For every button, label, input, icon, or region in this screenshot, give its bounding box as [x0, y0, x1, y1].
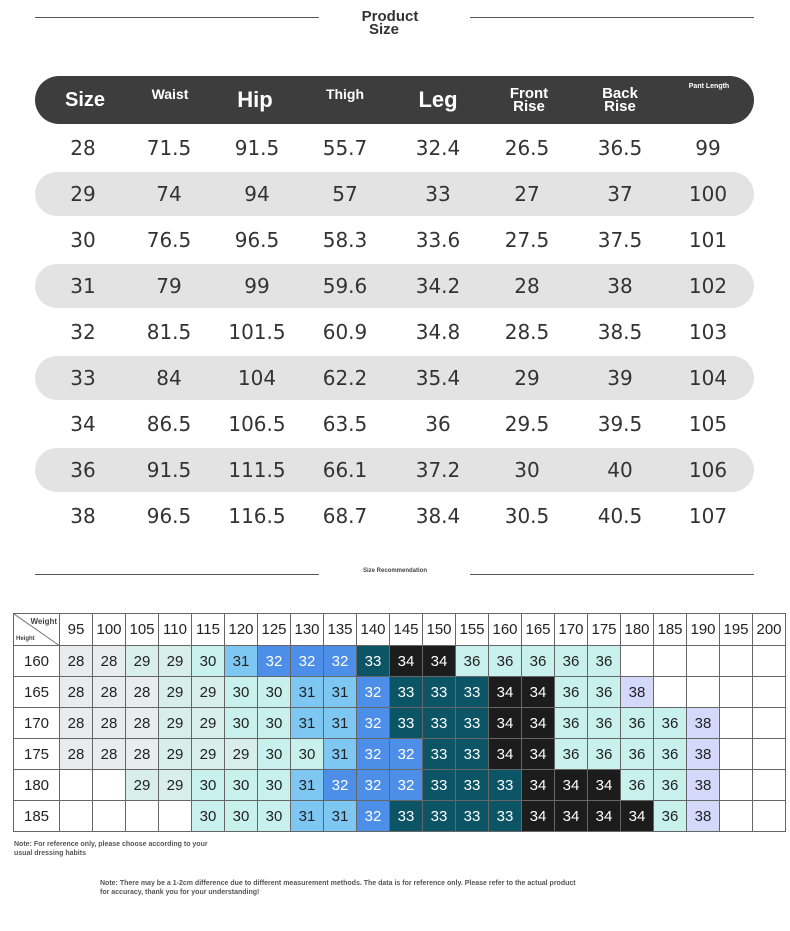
cell-pant-length: 104: [688, 366, 728, 390]
size-cell: 29: [192, 677, 225, 708]
weight-header: 130: [291, 614, 324, 646]
cell-back-rise: 40: [607, 458, 633, 482]
size-cell: 28: [93, 646, 126, 677]
size-cell: 33: [456, 739, 489, 770]
size-cell: [720, 739, 753, 770]
cell-hip: 116.5: [228, 504, 286, 528]
height-header: 160: [14, 646, 60, 677]
header-size: Size: [64, 88, 106, 111]
size-cell: 29: [159, 770, 192, 801]
height-label: Height: [16, 636, 35, 642]
size-cell: [654, 677, 687, 708]
size-cell: 31: [324, 801, 357, 832]
size-cell: 28: [60, 677, 93, 708]
size-cell: 30: [225, 708, 258, 739]
weight-header: 165: [522, 614, 555, 646]
weight-header: 115: [192, 614, 225, 646]
size-cell: 38: [687, 770, 720, 801]
cell-thigh: 66.1: [322, 458, 368, 482]
weight-header: 160: [489, 614, 522, 646]
size-cell: 30: [192, 801, 225, 832]
weight-header: 180: [621, 614, 654, 646]
size-cell: [720, 646, 753, 677]
weight-header: 155: [456, 614, 489, 646]
size-cell: 29: [159, 646, 192, 677]
size-cell: [654, 646, 687, 677]
height-row: [14, 677, 786, 708]
note-measurement: Note: There may be a 1-2cm difference due to different measurement methods. The data is for reference only. Please refer to the actual product for accuracy, thank you for your understanding!: [100, 880, 576, 896]
size-cell: 33: [456, 708, 489, 739]
cell-back-rise: 38: [607, 274, 633, 298]
size-cell: 32: [324, 646, 357, 677]
weight-header: 200: [753, 614, 786, 646]
size-cell: 34: [621, 801, 654, 832]
cell-size: 31: [70, 274, 96, 298]
cell-waist: 86.5: [146, 412, 192, 436]
cell-front-rise: 29.5: [504, 412, 550, 436]
size-cell: [159, 801, 192, 832]
size-cell: [126, 801, 159, 832]
header-hip: Hip: [237, 87, 273, 112]
cell-thigh: 68.7: [322, 504, 368, 528]
recommendation-rule-left: [35, 574, 319, 575]
size-cell: 31: [324, 708, 357, 739]
size-cell: 28: [93, 677, 126, 708]
cell-leg: 34.8: [415, 320, 461, 344]
size-cell: 29: [192, 739, 225, 770]
size-cell: 34: [522, 801, 555, 832]
cell-pant-length: 106: [688, 458, 728, 482]
size-cell: 34: [390, 646, 423, 677]
size-cell: 33: [390, 801, 423, 832]
size-cell: 38: [687, 708, 720, 739]
weight-header: 195: [720, 614, 753, 646]
size-cell: 30: [225, 801, 258, 832]
size-cell: 36: [621, 770, 654, 801]
cell-front-rise: 29: [514, 366, 540, 390]
size-cell: 30: [258, 801, 291, 832]
cell-leg: 36: [425, 412, 451, 436]
size-cell: 29: [126, 770, 159, 801]
cell-thigh: 55.7: [322, 136, 368, 160]
cell-front-rise: 30: [514, 458, 540, 482]
size-cell: 33: [357, 646, 390, 677]
size-row: [35, 264, 754, 308]
size-cell: 28: [60, 739, 93, 770]
size-cell: 32: [324, 770, 357, 801]
size-cell: 36: [621, 739, 654, 770]
height-header: 175: [14, 739, 60, 770]
cell-pant-length: 102: [688, 274, 728, 298]
weight-header: 110: [159, 614, 192, 646]
cell-front-rise: 28.5: [504, 320, 550, 344]
cell-leg: 38.4: [415, 504, 461, 528]
weight-header: 120: [225, 614, 258, 646]
size-cell: 32: [357, 739, 390, 770]
header-waist: Waist: [151, 86, 189, 102]
height-row: [14, 770, 786, 801]
size-cell: 33: [423, 801, 456, 832]
weight-header: 105: [126, 614, 159, 646]
cell-size: 36: [70, 458, 96, 482]
size-cell: 28: [93, 739, 126, 770]
cell-size: 30: [70, 228, 96, 252]
cell-waist: 71.5: [146, 136, 192, 160]
size-cell: 28: [126, 708, 159, 739]
size-cell: 36: [588, 677, 621, 708]
cell-pant-length: 101: [688, 228, 728, 252]
size-cell: [687, 677, 720, 708]
size-row: [35, 172, 754, 216]
size-cell: 34: [522, 770, 555, 801]
size-cell: [93, 770, 126, 801]
cell-size: 29: [70, 182, 96, 206]
cell-pant-length: 100: [688, 182, 728, 206]
size-cell: 32: [357, 677, 390, 708]
weight-header: 140: [357, 614, 390, 646]
size-cell: 33: [456, 677, 489, 708]
size-cell: 34: [423, 646, 456, 677]
size-cell: [753, 708, 786, 739]
cell-waist: 79: [156, 274, 182, 298]
size-cell: 38: [687, 739, 720, 770]
size-cell: 33: [489, 801, 522, 832]
cell-size: 28: [70, 136, 96, 160]
title-rule-left: [35, 17, 319, 18]
cell-pant-length: 103: [688, 320, 728, 344]
size-row: [35, 218, 754, 262]
cell-pant-length: 99: [695, 136, 721, 160]
weight-header-row: [14, 614, 786, 646]
cell-leg: 32.4: [415, 136, 461, 160]
cell-back-rise: 38.5: [597, 320, 643, 344]
cell-thigh: 62.2: [322, 366, 368, 390]
size-cell: 31: [324, 739, 357, 770]
cell-hip: 99: [244, 274, 270, 298]
size-cell: 33: [423, 677, 456, 708]
cell-leg: 35.4: [415, 366, 461, 390]
cell-leg: 33.6: [415, 228, 461, 252]
cell-hip: 91.5: [234, 136, 280, 160]
weight-header: 100: [93, 614, 126, 646]
size-cell: 29: [159, 739, 192, 770]
size-cell: 32: [390, 739, 423, 770]
page-title-line1: Product: [361, 8, 419, 25]
cell-hip: 101.5: [228, 320, 286, 344]
cell-thigh: 58.3: [322, 228, 368, 252]
size-cell: 36: [654, 739, 687, 770]
size-cell: [753, 646, 786, 677]
size-cell: 28: [60, 646, 93, 677]
size-cell: 36: [489, 646, 522, 677]
size-row: [35, 310, 754, 354]
height-row: [14, 801, 786, 832]
cell-waist: 96.5: [146, 504, 192, 528]
size-cell: 34: [588, 770, 621, 801]
size-cell: 36: [621, 708, 654, 739]
size-cell: 33: [423, 770, 456, 801]
cell-front-rise: 27.5: [504, 228, 550, 252]
size-cell: 30: [258, 739, 291, 770]
height-header: 165: [14, 677, 60, 708]
size-cell: 36: [555, 677, 588, 708]
size-chart-header: [35, 76, 754, 124]
size-cell: 29: [126, 646, 159, 677]
size-cell: [753, 801, 786, 832]
header-back-rise: Back Rise: [602, 85, 638, 115]
size-cell: 32: [357, 708, 390, 739]
cell-size: 32: [70, 320, 96, 344]
cell-waist: 81.5: [146, 320, 192, 344]
size-cell: [60, 770, 93, 801]
cell-waist: 91.5: [146, 458, 192, 482]
size-cell: 34: [555, 770, 588, 801]
cell-thigh: 57: [332, 182, 358, 206]
size-cell: 36: [588, 646, 621, 677]
page-title-line2: Size: [368, 21, 399, 38]
size-cell: 34: [555, 801, 588, 832]
cell-leg: 37.2: [415, 458, 461, 482]
height-row: [14, 739, 786, 770]
size-cell: 33: [423, 739, 456, 770]
cell-back-rise: 36.5: [597, 136, 643, 160]
cell-front-rise: 27: [514, 182, 540, 206]
size-cell: 28: [126, 677, 159, 708]
size-row: [35, 356, 754, 400]
cell-front-rise: 28: [514, 274, 540, 298]
size-cell: 36: [522, 646, 555, 677]
size-cell: 31: [291, 801, 324, 832]
size-cell: 33: [456, 801, 489, 832]
size-cell: 32: [291, 646, 324, 677]
size-cell: 36: [555, 708, 588, 739]
size-cell: 34: [489, 739, 522, 770]
cell-leg: 33: [425, 182, 451, 206]
size-cell: 36: [555, 646, 588, 677]
page-title: [340, 10, 440, 36]
size-cell: [720, 708, 753, 739]
cell-front-rise: 30.5: [504, 504, 550, 528]
size-cell: [753, 770, 786, 801]
size-cell: [60, 801, 93, 832]
cell-hip: 111.5: [228, 458, 286, 482]
cell-thigh: 60.9: [322, 320, 368, 344]
weight-header: 145: [390, 614, 423, 646]
size-cell: 34: [489, 677, 522, 708]
weight-header: 170: [555, 614, 588, 646]
cell-pant-length: 105: [688, 412, 728, 436]
size-cell: 36: [588, 708, 621, 739]
size-cell: 29: [159, 677, 192, 708]
cell-hip: 94: [244, 182, 270, 206]
size-cell: 33: [456, 770, 489, 801]
size-cell: 34: [588, 801, 621, 832]
note-reference: Note: For reference only, please choose according to your usual dressing habits: [14, 841, 208, 857]
cell-back-rise: 39.5: [597, 412, 643, 436]
cell-thigh: 63.5: [322, 412, 368, 436]
weight-header: 150: [423, 614, 456, 646]
weight-header: 95: [60, 614, 93, 646]
cell-waist: 76.5: [146, 228, 192, 252]
size-cell: 34: [522, 708, 555, 739]
size-cell: [687, 646, 720, 677]
size-cell: 33: [489, 770, 522, 801]
size-cell: 33: [390, 708, 423, 739]
corner-cell: [14, 614, 60, 646]
cell-hip: 96.5: [234, 228, 280, 252]
size-cell: 30: [225, 770, 258, 801]
size-cell: [720, 677, 753, 708]
size-cell: 32: [390, 770, 423, 801]
cell-leg: 34.2: [415, 274, 461, 298]
header-pant-length: Pant Length: [688, 82, 730, 90]
height-header: 170: [14, 708, 60, 739]
size-cell: 29: [159, 708, 192, 739]
weight-header: 135: [324, 614, 357, 646]
header-thigh: Thigh: [325, 86, 365, 102]
size-cell: [93, 801, 126, 832]
size-cell: 30: [192, 770, 225, 801]
cell-thigh: 59.6: [322, 274, 368, 298]
size-cell: 32: [357, 801, 390, 832]
cell-front-rise: 26.5: [504, 136, 550, 160]
size-cell: 31: [291, 677, 324, 708]
size-cell: 36: [555, 739, 588, 770]
cell-size: 38: [70, 504, 96, 528]
cell-size: 33: [70, 366, 96, 390]
size-cell: [753, 739, 786, 770]
cell-waist: 84: [156, 366, 182, 390]
size-cell: 38: [621, 677, 654, 708]
size-cell: 30: [258, 677, 291, 708]
size-cell: [720, 801, 753, 832]
size-cell: 31: [225, 646, 258, 677]
size-cell: [753, 677, 786, 708]
size-cell: 34: [522, 677, 555, 708]
cell-back-rise: 37: [607, 182, 633, 206]
size-cell: 36: [588, 739, 621, 770]
title-rule-right: [470, 17, 754, 18]
size-cell: 30: [291, 739, 324, 770]
size-cell: 28: [126, 739, 159, 770]
size-row: [35, 494, 754, 538]
size-cell: 33: [390, 677, 423, 708]
weight-header: 125: [258, 614, 291, 646]
size-cell: 32: [258, 646, 291, 677]
size-cell: 31: [324, 677, 357, 708]
size-cell: 36: [654, 770, 687, 801]
header-front-rise: Front Rise: [509, 85, 549, 115]
cell-hip: 106.5: [228, 412, 286, 436]
cell-size: 34: [70, 412, 96, 436]
cell-waist: 74: [156, 182, 182, 206]
size-cell: [621, 646, 654, 677]
size-cell: [720, 770, 753, 801]
weight-header: 185: [654, 614, 687, 646]
size-row: [35, 402, 754, 446]
size-cell: 36: [654, 801, 687, 832]
cell-hip: 104: [237, 366, 277, 390]
size-cell: 30: [192, 646, 225, 677]
size-cell: 34: [489, 708, 522, 739]
cell-back-rise: 40.5: [597, 504, 643, 528]
height-header: 185: [14, 801, 60, 832]
size-cell: 29: [225, 739, 258, 770]
size-cell: 30: [225, 677, 258, 708]
size-row: [35, 126, 754, 170]
size-cell: 38: [687, 801, 720, 832]
size-cell: 29: [192, 708, 225, 739]
height-row: [14, 646, 786, 677]
cell-back-rise: 37.5: [597, 228, 643, 252]
size-cell: 28: [93, 708, 126, 739]
size-cell: 34: [522, 739, 555, 770]
size-cell: 30: [258, 708, 291, 739]
size-cell: 36: [654, 708, 687, 739]
cell-back-rise: 39: [607, 366, 633, 390]
size-cell: 36: [456, 646, 489, 677]
size-cell: 33: [423, 708, 456, 739]
weight-label: Weight: [30, 617, 57, 626]
weight-header: 175: [588, 614, 621, 646]
weight-header: 190: [687, 614, 720, 646]
size-recommendation-table: [13, 613, 786, 832]
size-cell: 31: [291, 708, 324, 739]
height-row: [14, 708, 786, 739]
size-row: [35, 448, 754, 492]
size-cell: 32: [357, 770, 390, 801]
recommendation-rule-right: [470, 574, 754, 575]
cell-pant-length: 107: [688, 504, 728, 528]
header-leg: Leg: [418, 87, 458, 112]
recommendation-title: Size Recommendation: [362, 568, 427, 574]
height-header: 180: [14, 770, 60, 801]
size-cell: 30: [258, 770, 291, 801]
size-cell: 31: [291, 770, 324, 801]
size-cell: 28: [60, 708, 93, 739]
